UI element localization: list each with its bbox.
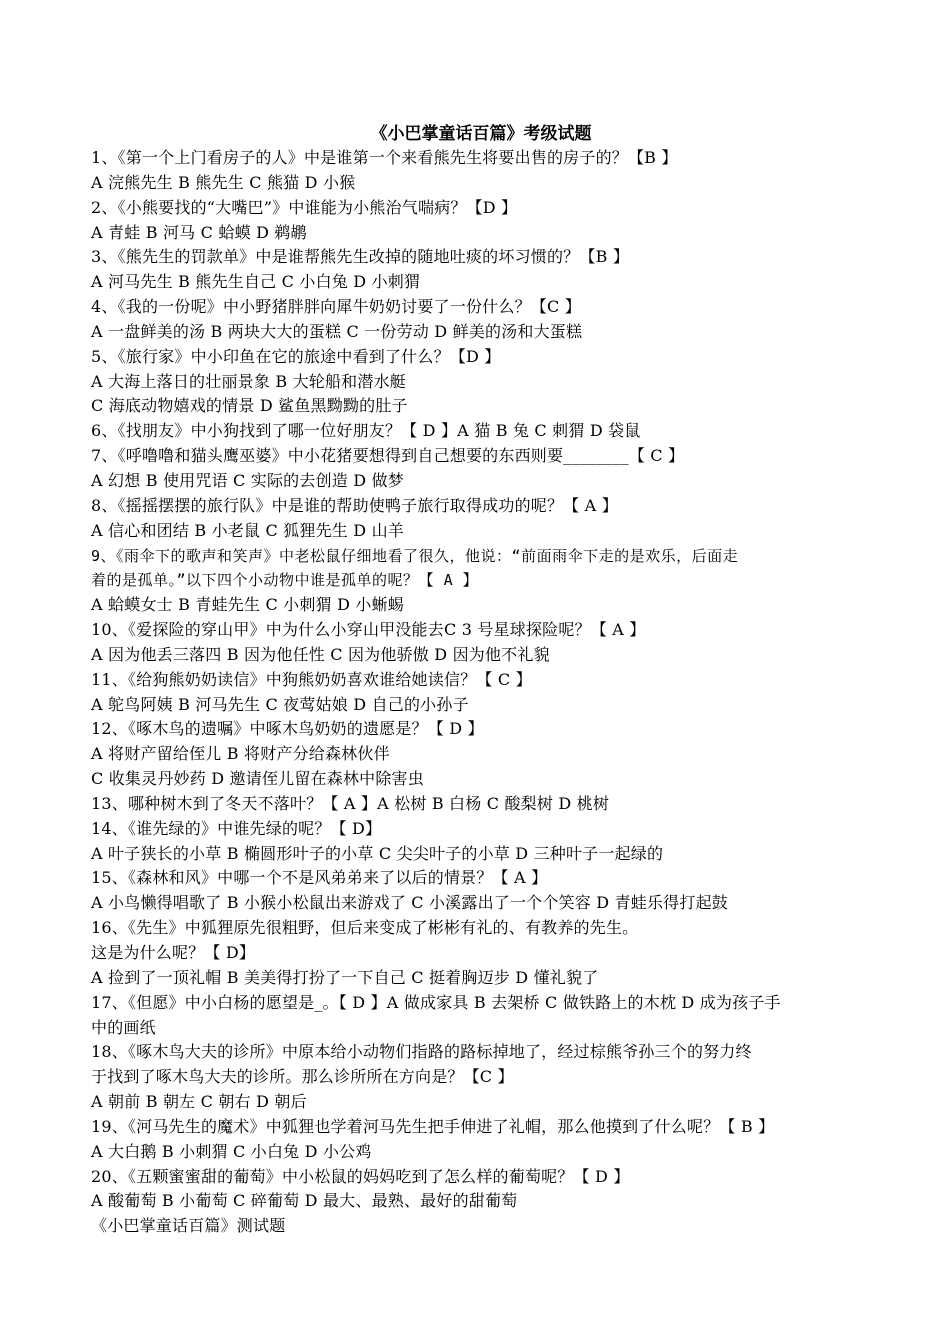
text-line: A 叶子狭长的小草 B 椭圆形叶子的小草 C 尖尖叶子的小草 D 三种叶子一起绿的 [91,843,664,863]
text-line: C 海底动物嬉戏的情景 D 鲨鱼黑黝黝的肚子 [91,396,408,416]
text-line: 6、《找朋友》中小狗找到了哪一位好朋友？【 D 】A 猫 B 兔 C 刺猬 D 袋鼠 [91,421,641,441]
text-line: 于找到了啄木鸟大夫的诊所。那么诊所所在方向是？【C 】 [91,1067,514,1087]
text-line: 7、《呼噜噜和猫头鹰巫婆》中小花猪要想得到自己想要的东西则要________【 C 】 [91,446,685,466]
text-line: 中的画纸 [91,1017,156,1037]
text-line: 13、哪种树木到了冬天不落叶？【 A 】A 松树 B 白杨 C 酸梨树 D 桃树 [91,793,610,813]
exam-title: 《小巴掌童话百篇》考级试题 [370,124,592,144]
text-line: 20、《五颗蜜蜜甜的葡萄》中小松鼠的妈妈吃到了怎么样的葡萄呢？【 D 】 [91,1166,630,1186]
text-line: 2、《小熊要找的“大嘴巴”》中谁能为小熊治气喘病？【D 】 [91,197,518,217]
text-line: A 信心和团结 B 小老鼠 C 狐狸先生 D 山羊 [91,520,404,540]
text-line: 14、《谁先绿的》中谁先绿的呢？【 D】 [91,818,382,838]
text-line: 着的是孤单。”以下四个小动物中谁是孤单的呢？【 A 】 [91,571,479,590]
text-line: 11、《给狗熊奶奶读信》中狗熊奶奶喜欢谁给她读信？【 C 】 [91,669,532,689]
exam-page [91,122,871,1239]
text-line: 这是为什么呢？【 D】 [91,943,256,962]
text-line: 16、《先生》中狐狸原先很粗野，但后来变成了彬彬有礼的、有教养的先生。 [91,918,639,938]
text-line: C 收集灵丹妙药 D 邀请侄儿留在森林中除害虫 [91,769,424,789]
text-line: 1、《第一个上门看房子的人》中是谁第一个来看熊先生将要出售的房子的？【B 】 [91,148,678,167]
text-line: A 河马先生 B 熊先生自己 C 小白兔 D 小刺猬 [91,272,421,292]
text-line: 9、《雨伞下的歌声和笑声》中老松鼠仔细地看了很久，他说：“前面雨伞下走的是欢乐，后面走 [91,546,739,565]
question-list [91,146,871,1239]
text-line: A 因为他丢三落四 B 因为他任性 C 因为他骄傲 D 因为他不礼貌 [91,644,550,664]
text-line: 《小巴掌童话百篇》测试题 [91,1216,286,1236]
text-line: A 鸵鸟阿姨 B 河马先生 C 夜莺姑娘 D 自己的小孙子 [91,694,469,714]
text-line: 17、《但愿》中小白杨的愿望是_。【 D 】A 做成家具 B 去架桥 C 做铁路上的木枕 D 成为孩子手 [91,992,781,1012]
text-line: 5、《旅行家》中小印鱼在它的旅途中看到了什么？【D 】 [91,346,501,366]
text-line: A 酸葡萄 B 小葡萄 C 碎葡萄 D 最大、最熟、最好的甜葡萄 [91,1191,518,1211]
text-line: 19、《河马先生的魔术》中狐狸也学着河马先生把手伸进了礼帽，那么他摸到了什么呢？【 B 】 [91,1116,775,1136]
text-line: A 一盘鲜美的汤 B 两块大大的蛋糕 C 一份劳动 D 鲜美的汤和大蛋糕 [91,321,583,341]
text-line: A 浣熊先生 B 熊先生 C 熊猫 D 小猴 [91,172,356,192]
text-line: A 将财产留给侄儿 B 将财产分给森林伙伴 [91,744,390,764]
text-line: A 朝前 B 朝左 C 朝右 D 朝后 [91,1092,307,1112]
text-line: A 大白鹅 B 小刺猬 C 小白兔 D 小公鸡 [91,1141,372,1161]
text-line: 3、《熊先生的罚款单》中是谁帮熊先生改掉的随地吐痰的坏习惯的？【B 】 [91,247,630,267]
text-line: 4、《我的一份呢》中小野猪胖胖向犀牛奶奶讨要了一份什么？【C 】 [91,297,581,317]
text-line: 12、《啄木鸟的遗嘱》中啄木鸟奶奶的遗愿是？【 D 】 [91,719,484,739]
text-line: 8、《摇摇摆摆的旅行队》中是谁的帮助使鸭子旅行取得成功的呢？【 A 】 [91,495,618,515]
text-line: A 幻想 B 使用咒语 C 实际的去创造 D 做梦 [91,470,404,490]
text-line: 18、《啄木鸟大夫的诊所》中原本给小动物们指路的路标掉地了，经过棕熊爷孙三个的努力终 [91,1042,752,1062]
text-line: A 大海上落日的壮丽景象 B 大轮船和潜水艇 [91,371,406,391]
text-line: A 小鸟懒得唱歌了 B 小猴小松鼠出来游戏了 C 小溪露出了一个个笑容 D 青蛙乐得打起鼓 [91,893,728,913]
text-line: A 青蛙 B 河马 C 蛤蟆 D 鹈鹕 [91,222,307,242]
text-line: 15、《森林和风》中哪一个不是风弟弟来了以后的情景？【 A 】 [91,868,548,888]
text-line: A 捡到了一顶礼帽 B 美美得打扮了一下自己 C 挺着胸迈步 D 懂礼貌了 [91,967,599,987]
text-line: 10、《爱探险的穿山甲》中为什么小穿山甲没能去C 3 号星球探险呢？【 A 】 [91,620,646,640]
text-line: A 蛤蟆女士 B 青蛙先生 C 小刺猬 D 小蜥蜴 [91,595,404,615]
